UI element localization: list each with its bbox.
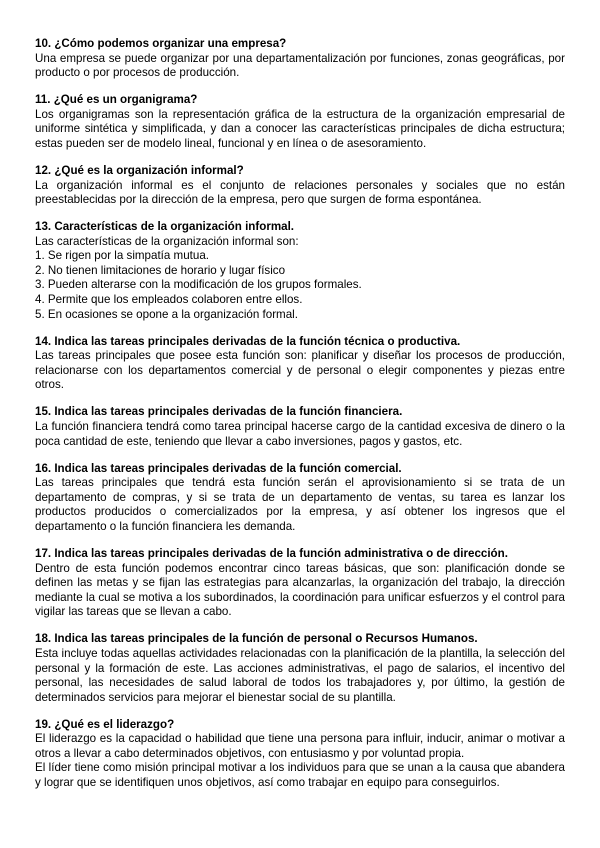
section-q13 — [35, 220, 565, 322]
section-q17 — [35, 547, 565, 620]
question-title: 12. ¿Qué es la organización informal? — [35, 163, 244, 177]
question-title: 13. Características de la organización informal. — [35, 220, 295, 234]
answer-paragraph: La organización informal es el conjunto de relaciones personales y sociales que no están preestablecidas por la dirección de la empresa, pero que surgen de forma espontánea. — [35, 178, 565, 207]
section-q19 — [35, 718, 565, 791]
question-title: 17. Indica las tareas principales derivadas de la función administrativa o de dirección. — [35, 546, 508, 560]
answer-paragraph: El líder tiene como misión principal motivar a los individuos para que se unan a la causa que abandera y lograr que se identifiquen unos objetivos, así como trabajar en equipo para conseguirlos. — [35, 761, 565, 790]
question-title: 10. ¿Cómo podemos organizar una empresa? — [35, 37, 287, 50]
answer-paragraph: Los organigramas son la representación gráfica de la estructura de la organización empresarial de uniforme sintética y simplificada, y dan a conocer las características principales de dicha estructura; estas pueden ser de modelo lineal, funcional y en línea o de asesoramiento. — [35, 107, 565, 150]
list-item: 2. No tienen limitaciones de horario y lugar físico — [35, 263, 286, 277]
section-q15 — [35, 405, 565, 449]
answer-paragraph: Una empresa se puede organizar por una departamentalización por funciones, zonas geográficas, por producto o por procesos de producción. — [35, 51, 565, 80]
answer-paragraph: Esta incluye todas aquellas actividades relacionadas con la planificación de la plantilla, la selección del personal y la formación de este. Las acciones administrativas, el pago de salarios, el incentivo del personal, las necesidades de salud laboral de todos los trabajadores y, por último, la gestión de determinados servicios para mejorar el bienestar social de su plantilla. — [35, 646, 565, 704]
section-q11 — [35, 93, 565, 151]
question-title: 15. Indica las tareas principales derivadas de la función financiera. — [35, 405, 403, 419]
answer-paragraph: Las tareas principales que posee esta función son: planificar y diseñar los procesos de producción, relacionarse con los departamentos comercial y de personal o elegir componentes y piezas entre otros. — [35, 349, 565, 392]
question-title: 16. Indica las tareas principales derivadas de la función comercial. — [35, 461, 402, 475]
list-item: 1. Se rigen por la simpatía mutua. — [35, 249, 209, 263]
answer-paragraph: El liderazgo es la capacidad o habilidad que tiene una persona para influir, inducir, animar o motivar a otros a llevar a cabo determinados objetivos, con entusiasmo y por voluntad propia. — [35, 732, 565, 760]
list-item: 5. En ocasiones se opone a la organización formal. — [35, 307, 298, 321]
list-item: 4. Permite que los empleados colaboren entre ellos. — [35, 293, 303, 307]
question-title: 11. ¿Qué es un organigrama? — [35, 93, 198, 107]
answer-intro: Las características de la organización informal son: — [35, 234, 299, 248]
question-title: 14. Indica las tareas principales derivadas de la función técnica o productiva. — [35, 334, 461, 348]
answer-paragraph: Dentro de esta función podemos encontrar cinco tareas básicas, que son: planificación donde se definen las metas y se fijan las estrategias para alcanzarlas, la organización del trabajo, la dirección mediante la cual se motiva a los subordinados, la coordinación para unificar esfuerzos y el control para vigilar las tareas que se llevan a cabo. — [35, 561, 565, 619]
answer-paragraph: Las tareas principales que tendrá esta función serán el aprovisionamiento si se trata de un departamento de compras, y si se trata de un departamento de ventas, su tarea es lanzar los productos producidos o comercializados por la empresa, y así obtener los ingresos que el departamento o la función financiera les demanda. — [35, 476, 565, 533]
characteristics-list — [35, 249, 565, 322]
section-q18 — [35, 632, 565, 705]
answer-paragraph: La función financiera tendrá como tarea principal hacerse cargo de la cantidad excesiva de dinero o la poca cantidad de este, teniendo que llevar a cabo inversiones, pagos y gastos, etc. — [35, 420, 565, 448]
section-q10 — [35, 37, 565, 81]
section-q16 — [35, 462, 565, 535]
section-q14 — [35, 335, 565, 393]
list-item: 3. Pueden alterarse con la modificación de los grupos formales. — [35, 278, 362, 292]
question-title: 18. Indica las tareas principales de la función de personal o Recursos Humanos. — [35, 632, 478, 646]
question-title: 19. ¿Qué es el liderazgo? — [35, 717, 175, 731]
document-page — [35, 37, 565, 803]
section-q12 — [35, 164, 565, 208]
